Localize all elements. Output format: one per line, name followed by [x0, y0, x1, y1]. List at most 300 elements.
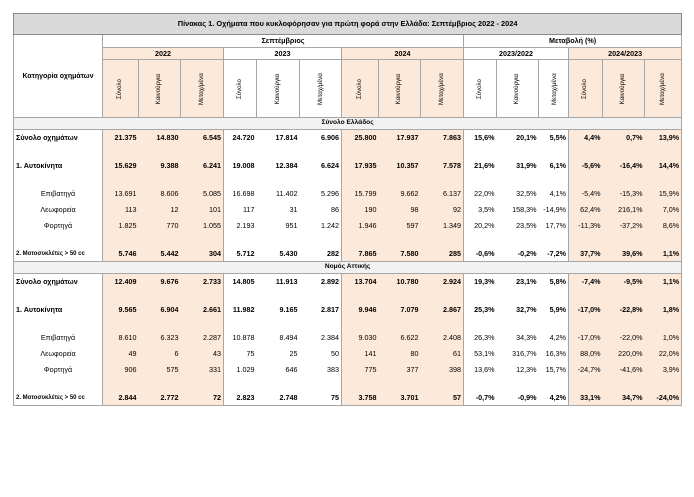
- value-cell: 2.748: [257, 390, 300, 406]
- value-cell: 17.937: [379, 130, 421, 146]
- change-cell: 19,3%: [464, 274, 497, 290]
- change-cell: -22,8%: [603, 302, 645, 318]
- empty-cell: [421, 289, 464, 302]
- value-cell: 8.606: [139, 186, 181, 202]
- empty-cell: [379, 378, 421, 390]
- section-header-row: [14, 118, 682, 130]
- value-cell: 31: [289, 205, 298, 215]
- empty-cell: [603, 318, 645, 330]
- category-header: Κατηγορία οχημάτων: [14, 35, 103, 118]
- value-cell: 19.008: [232, 161, 255, 171]
- empty-cell: [645, 289, 682, 302]
- sub-header-cell: [181, 60, 224, 118]
- change-cell: 6,1%: [539, 158, 569, 174]
- change-cell: 13,9%: [645, 130, 682, 146]
- value-cell: 2.924: [421, 274, 464, 290]
- change-cell: 39,6%: [603, 246, 645, 262]
- change-cell: 0,7%: [603, 130, 645, 146]
- value-cell: 16.698: [232, 189, 255, 199]
- empty-cell: [300, 145, 342, 158]
- value-cell: 7.865: [342, 246, 379, 262]
- value-cell: 10.780: [379, 274, 421, 290]
- spacer-row: [14, 145, 682, 158]
- value-cell: 101: [181, 202, 224, 218]
- change-cell: 53,1%: [474, 349, 495, 359]
- empty-cell: [645, 234, 682, 246]
- value-cell: 11.982: [232, 305, 255, 315]
- empty-cell: [300, 234, 342, 246]
- value-cell: 646: [285, 365, 298, 375]
- empty-cell: [379, 318, 421, 330]
- empty-cell: [257, 289, 300, 302]
- change-cell: -5,4%: [569, 186, 603, 202]
- change-cell: -5,6%: [569, 158, 603, 174]
- value-cell: 2.193: [236, 221, 255, 231]
- table-row: [14, 302, 682, 318]
- sub-header-cell: [569, 60, 603, 118]
- value-cell: 9.565: [103, 302, 139, 318]
- sub-header-cell: [224, 60, 257, 118]
- empty-cell: [14, 289, 103, 302]
- value-cell: 21.375: [103, 130, 139, 146]
- section-header-row: [14, 262, 682, 274]
- value-cell: 13.704: [342, 274, 379, 290]
- empty-cell: [421, 234, 464, 246]
- row-label: 2. Μοτοσυκλέτες > 50 cc: [14, 246, 103, 262]
- value-cell: 98: [379, 202, 421, 218]
- empty-cell: [539, 289, 569, 302]
- value-cell: 57: [421, 390, 464, 406]
- table-body: [14, 118, 682, 406]
- value-cell: 50: [300, 346, 342, 362]
- change-cell: -17,0%: [569, 330, 603, 346]
- spacer-row: [14, 289, 682, 302]
- row-label: Επιβατηγά: [14, 330, 103, 346]
- change-header-2024-2023: 2024/2023: [569, 48, 682, 60]
- empty-cell: [181, 289, 224, 302]
- empty-cell: [603, 234, 645, 246]
- sub-header-label: Σύνολο: [355, 79, 363, 100]
- change-cell: -15,3%: [603, 186, 645, 202]
- value-cell: 12.384: [275, 161, 298, 171]
- empty-cell: [103, 289, 139, 302]
- empty-cell: [181, 318, 224, 330]
- sub-header-label: Σύνολο: [116, 79, 124, 100]
- value-cell: 190: [342, 202, 379, 218]
- value-cell: 75: [300, 390, 342, 406]
- empty-cell: [103, 318, 139, 330]
- value-cell: 304: [181, 246, 224, 262]
- value-cell: 14.830: [139, 130, 181, 146]
- empty-cell: [539, 318, 569, 330]
- empty-cell: [421, 378, 464, 390]
- change-cell: 14,4%: [645, 158, 682, 174]
- empty-cell: [464, 234, 497, 246]
- table-row: [14, 390, 682, 406]
- section-title: Σύνολο Ελλάδος: [14, 118, 682, 130]
- change-cell: 23,1%: [497, 274, 539, 290]
- empty-cell: [342, 145, 379, 158]
- value-cell: 13.691: [103, 186, 139, 202]
- value-cell: 9.946: [342, 302, 379, 318]
- value-cell: 6: [139, 346, 181, 362]
- value-cell: 7.079: [379, 302, 421, 318]
- value-cell: 398: [421, 362, 464, 378]
- value-cell: 17.814: [257, 130, 300, 146]
- empty-cell: [257, 145, 300, 158]
- change-cell: -0,9%: [497, 390, 539, 406]
- value-cell: 2.733: [181, 274, 224, 290]
- sub-header-label: Μεταχ/μένα: [316, 73, 324, 106]
- empty-cell: [569, 318, 603, 330]
- change-cell: 15,9%: [645, 186, 682, 202]
- value-cell: 3.701: [379, 390, 421, 406]
- value-cell: 72: [181, 390, 224, 406]
- row-label: 1. Αυτοκίνητα: [14, 158, 103, 174]
- value-cell: 2.408: [421, 330, 464, 346]
- value-cell: 43: [181, 346, 224, 362]
- table-row: [14, 274, 682, 290]
- change-cell: 21,6%: [474, 161, 495, 171]
- empty-cell: [224, 174, 257, 186]
- change-cell: 17,7%: [539, 218, 569, 234]
- year-header-2024: 2024: [342, 48, 464, 60]
- value-cell: 17.935: [342, 158, 379, 174]
- empty-cell: [645, 318, 682, 330]
- value-cell: 9.030: [342, 330, 379, 346]
- change-cell: 3,5%: [478, 205, 495, 215]
- value-cell: 12.409: [103, 274, 139, 290]
- month-group-header: Σεπτέμβριος: [103, 35, 464, 48]
- sub-header-label: Σύνολο: [235, 79, 243, 100]
- value-cell: 9.388: [139, 158, 181, 174]
- sub-header-cell: [645, 60, 682, 118]
- statistics-table-container: [13, 13, 681, 406]
- change-cell: -37,2%: [603, 218, 645, 234]
- change-cell: -9,5%: [603, 274, 645, 290]
- empty-cell: [569, 145, 603, 158]
- change-cell: -7,4%: [569, 274, 603, 290]
- empty-cell: [300, 378, 342, 390]
- empty-cell: [103, 145, 139, 158]
- empty-cell: [497, 234, 539, 246]
- change-cell: -0,6%: [464, 246, 497, 262]
- value-cell: 5.085: [181, 186, 224, 202]
- value-cell: 117: [243, 205, 255, 215]
- change-header-2023-2022: 2023/2022: [464, 48, 569, 60]
- change-cell: -0,7%: [464, 390, 497, 406]
- value-cell: 49: [103, 346, 139, 362]
- value-cell: 597: [379, 218, 421, 234]
- change-cell: 34,3%: [516, 333, 537, 343]
- change-cell: 22,0%: [645, 346, 682, 362]
- change-cell: -24,0%: [645, 390, 682, 406]
- sub-header-cell: [497, 60, 539, 118]
- empty-cell: [539, 234, 569, 246]
- row-label: Φορτηγά: [14, 218, 103, 234]
- change-cell: 25,3%: [474, 305, 495, 315]
- sub-header-label: Καινούργια: [155, 74, 163, 105]
- value-cell: 6.622: [379, 330, 421, 346]
- value-cell: 7.578: [421, 158, 464, 174]
- section-title: Νομός Αττικής: [14, 262, 682, 274]
- sub-header-cell: [139, 60, 181, 118]
- change-cell: 13,6%: [474, 365, 495, 375]
- change-cell: 33,1%: [569, 390, 603, 406]
- value-cell: 11.402: [276, 189, 298, 199]
- value-cell: 10.357: [379, 158, 421, 174]
- empty-cell: [342, 289, 379, 302]
- value-cell: 7.863: [421, 130, 464, 146]
- empty-cell: [300, 289, 342, 302]
- change-cell: 22,0%: [474, 189, 495, 199]
- sub-header-cell: [342, 60, 379, 118]
- value-cell: 8.610: [103, 330, 139, 346]
- change-cell: 1,1%: [645, 246, 682, 262]
- sub-header-cell: [379, 60, 421, 118]
- table-row: [14, 202, 682, 218]
- value-cell: 1.029: [236, 365, 255, 375]
- change-cell: -16,4%: [603, 158, 645, 174]
- empty-cell: [181, 378, 224, 390]
- empty-cell: [14, 318, 103, 330]
- change-cell: -24,7%: [569, 362, 603, 378]
- change-cell: 20,2%: [474, 221, 495, 231]
- empty-cell: [497, 289, 539, 302]
- change-cell: 316,7%: [512, 349, 537, 359]
- value-cell: 951: [285, 221, 298, 231]
- value-cell: 80: [379, 346, 421, 362]
- empty-cell: [139, 234, 181, 246]
- value-cell: 8.494: [279, 333, 298, 343]
- value-cell: 86: [300, 202, 342, 218]
- change-cell: 1,0%: [645, 330, 682, 346]
- empty-cell: [569, 234, 603, 246]
- value-cell: 6.137: [421, 186, 464, 202]
- empty-cell: [139, 378, 181, 390]
- empty-cell: [342, 378, 379, 390]
- value-cell: 5.296: [300, 186, 342, 202]
- change-cell: 26,3%: [474, 333, 495, 343]
- sub-header-label: Καινούργια: [395, 74, 403, 105]
- empty-cell: [342, 318, 379, 330]
- change-cell: 4,2%: [539, 330, 569, 346]
- sub-header-row: [14, 60, 682, 118]
- empty-cell: [539, 378, 569, 390]
- value-cell: 10.878: [232, 333, 255, 343]
- value-cell: 2.823: [224, 390, 257, 406]
- empty-cell: [14, 174, 103, 186]
- change-cell: 5,9%: [539, 302, 569, 318]
- empty-cell: [497, 318, 539, 330]
- empty-cell: [645, 145, 682, 158]
- change-cell: 7,0%: [645, 202, 682, 218]
- empty-cell: [139, 145, 181, 158]
- value-cell: 7.580: [379, 246, 421, 262]
- empty-cell: [257, 318, 300, 330]
- value-cell: 331: [181, 362, 224, 378]
- table-row: [14, 158, 682, 174]
- empty-cell: [421, 145, 464, 158]
- empty-cell: [569, 174, 603, 186]
- change-cell: -14,9%: [539, 202, 569, 218]
- value-cell: 1.242: [300, 218, 342, 234]
- value-cell: 2.817: [300, 302, 342, 318]
- value-cell: 282: [300, 246, 342, 262]
- empty-cell: [569, 378, 603, 390]
- value-cell: 15.799: [342, 186, 379, 202]
- value-cell: 775: [342, 362, 379, 378]
- empty-cell: [14, 378, 103, 390]
- value-cell: 61: [421, 346, 464, 362]
- change-cell: 15,6%: [464, 130, 497, 146]
- value-cell: 12: [139, 202, 181, 218]
- value-cell: 9.676: [139, 274, 181, 290]
- empty-cell: [603, 289, 645, 302]
- change-cell: 3,9%: [645, 362, 682, 378]
- value-cell: 2.892: [300, 274, 342, 290]
- value-cell: 575: [139, 362, 181, 378]
- value-cell: 6.906: [300, 130, 342, 146]
- value-cell: 3.758: [342, 390, 379, 406]
- empty-cell: [139, 174, 181, 186]
- empty-cell: [139, 318, 181, 330]
- change-cell: 8,6%: [645, 218, 682, 234]
- empty-cell: [379, 289, 421, 302]
- empty-cell: [645, 378, 682, 390]
- value-cell: 1.055: [181, 218, 224, 234]
- value-cell: 75: [246, 349, 255, 359]
- year-header-2022: 2022: [103, 48, 224, 60]
- sub-header-cell: [603, 60, 645, 118]
- row-label: Λεωφορεία: [14, 346, 103, 362]
- value-cell: 6.323: [139, 330, 181, 346]
- value-cell: 15.629: [103, 158, 139, 174]
- table-row: [14, 346, 682, 362]
- empty-cell: [464, 174, 497, 186]
- value-cell: 285: [421, 246, 464, 262]
- empty-cell: [103, 378, 139, 390]
- value-cell: 6.904: [139, 302, 181, 318]
- empty-cell: [224, 318, 257, 330]
- change-cell: 1,1%: [645, 274, 682, 290]
- sub-header-label: Σύνολο: [581, 79, 589, 100]
- value-cell: 1.946: [342, 218, 379, 234]
- value-cell: 383: [300, 362, 342, 378]
- sub-header-label: Σύνολο: [475, 79, 483, 100]
- empty-cell: [257, 174, 300, 186]
- value-cell: 6.624: [300, 158, 342, 174]
- value-cell: 770: [139, 218, 181, 234]
- table-row: [14, 330, 682, 346]
- sub-header-cell: [257, 60, 300, 118]
- empty-cell: [300, 318, 342, 330]
- change-cell: 20,1%: [497, 130, 539, 146]
- row-label: Λεωφορεία: [14, 202, 103, 218]
- value-cell: 5.712: [224, 246, 257, 262]
- year-header-2023: 2023: [224, 48, 342, 60]
- sub-header-label: Μεταχ/μένα: [437, 73, 445, 106]
- value-cell: 14.805: [224, 274, 257, 290]
- change-cell: 23,5%: [516, 221, 537, 231]
- change-cell: 34,7%: [603, 390, 645, 406]
- change-cell: -22,0%: [603, 330, 645, 346]
- change-cell: 220,0%: [603, 346, 645, 362]
- change-cell: 12,3%: [516, 365, 537, 375]
- value-cell: 5.430: [257, 246, 300, 262]
- empty-cell: [569, 289, 603, 302]
- sub-header-label: Καινούργια: [513, 74, 521, 105]
- change-cell: -11,3%: [569, 218, 603, 234]
- empty-cell: [342, 234, 379, 246]
- spacer-row: [14, 234, 682, 246]
- sub-header-cell: [539, 60, 569, 118]
- change-cell: 4,2%: [539, 390, 569, 406]
- value-cell: 9.165: [279, 305, 298, 315]
- empty-cell: [464, 318, 497, 330]
- change-cell: 1,8%: [645, 302, 682, 318]
- empty-cell: [224, 234, 257, 246]
- table-row: [14, 246, 682, 262]
- sub-header-cell: [103, 60, 139, 118]
- row-label: Φορτηγά: [14, 362, 103, 378]
- sub-header-label: Καινούργια: [619, 74, 627, 105]
- empty-cell: [300, 174, 342, 186]
- change-cell: 158,3%: [512, 205, 537, 215]
- value-cell: 2.844: [103, 390, 139, 406]
- value-cell: 25: [289, 349, 298, 359]
- empty-cell: [603, 174, 645, 186]
- empty-cell: [224, 378, 257, 390]
- change-cell: 88,0%: [569, 346, 603, 362]
- change-cell: -0,2%: [497, 246, 539, 262]
- row-label: 1. Αυτοκίνητα: [14, 302, 103, 318]
- empty-cell: [257, 378, 300, 390]
- empty-cell: [421, 174, 464, 186]
- change-cell: -17,0%: [569, 302, 603, 318]
- change-cell: 62,4%: [569, 202, 603, 218]
- table-row: [14, 362, 682, 378]
- empty-cell: [645, 174, 682, 186]
- empty-cell: [139, 289, 181, 302]
- sub-header-cell: [421, 60, 464, 118]
- change-group-header: Μεταβολή (%): [464, 35, 682, 48]
- value-cell: 1.825: [103, 218, 139, 234]
- empty-cell: [379, 145, 421, 158]
- empty-cell: [224, 289, 257, 302]
- sub-header-cell: [300, 60, 342, 118]
- empty-cell: [103, 174, 139, 186]
- change-cell: 4,4%: [569, 130, 603, 146]
- change-cell: 216,1%: [603, 202, 645, 218]
- sub-header-label: Μεταχ/μένα: [550, 73, 558, 106]
- value-cell: 141: [342, 346, 379, 362]
- empty-cell: [342, 174, 379, 186]
- empty-cell: [257, 234, 300, 246]
- table-row: [14, 186, 682, 202]
- sub-header-label: Μεταχ/μένα: [197, 73, 205, 106]
- empty-cell: [181, 234, 224, 246]
- sub-header-cell: [464, 60, 497, 118]
- table-title: Πίνακας 1. Οχήματα που κυκλοφόρησαν για πρώτη φορά στην Ελλάδα: Σεπτέμβριος 2022 - 2024: [14, 14, 682, 35]
- value-cell: 92: [421, 202, 464, 218]
- table-row: [14, 130, 682, 146]
- empty-cell: [224, 145, 257, 158]
- row-label: 2. Μοτοσυκλέτες > 50 cc: [14, 390, 103, 406]
- change-cell: -41,6%: [603, 362, 645, 378]
- value-cell: 5.442: [139, 246, 181, 262]
- empty-cell: [421, 318, 464, 330]
